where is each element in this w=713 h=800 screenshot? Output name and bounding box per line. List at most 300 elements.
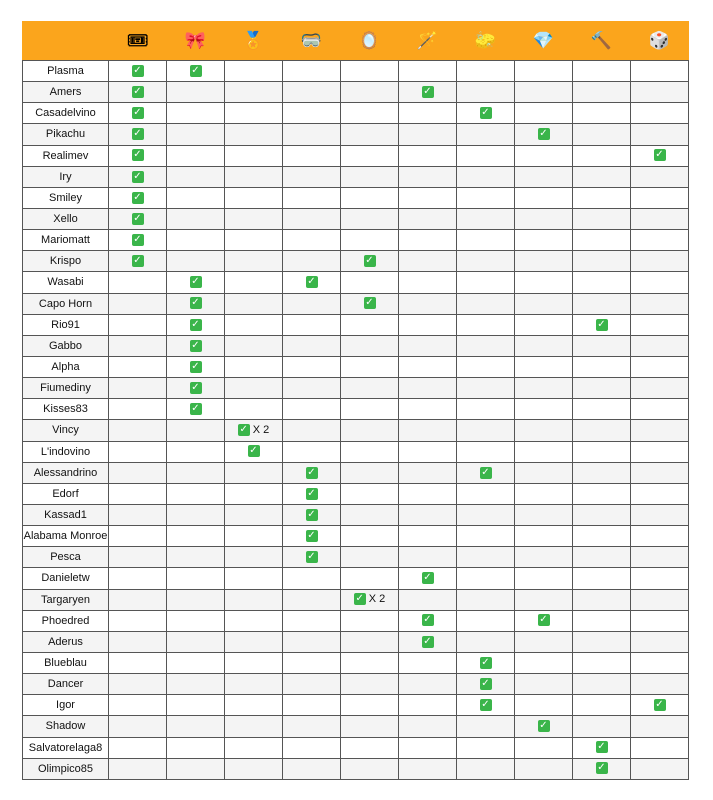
table-cell [515, 674, 573, 695]
table-cell [515, 251, 573, 272]
column-header-goggles [283, 22, 341, 61]
table-cell [341, 462, 399, 483]
table-cell [341, 103, 399, 124]
table-cell [399, 589, 457, 610]
table-cell [109, 610, 167, 631]
table-cell [457, 378, 515, 399]
table-row [23, 230, 689, 251]
table-cell [631, 716, 689, 737]
check-mark-icon: ✓ [191, 318, 200, 330]
table-cell [573, 230, 631, 251]
table-cell [283, 208, 341, 229]
table-cell [341, 483, 399, 504]
table-cell [341, 61, 399, 82]
table-cell [109, 314, 167, 335]
table-cell [573, 293, 631, 314]
table-cell [573, 568, 631, 589]
table-cell [225, 441, 283, 462]
table-cell [457, 610, 515, 631]
table-cell [283, 695, 341, 716]
player-name: Iry [23, 166, 109, 187]
check-mark-icon: ✓ [133, 255, 142, 267]
table-cell [457, 737, 515, 758]
player-name: Igor [23, 695, 109, 716]
player-name: Realimev [23, 145, 109, 166]
table-cell [283, 314, 341, 335]
table-row [23, 631, 689, 652]
table-cell [399, 568, 457, 589]
table-cell [225, 145, 283, 166]
table-cell [167, 695, 225, 716]
table-cell [631, 208, 689, 229]
table-cell [341, 208, 399, 229]
player-name: Gabbo [23, 335, 109, 356]
table-row [23, 293, 689, 314]
table-cell [631, 251, 689, 272]
table-row [23, 420, 689, 441]
table-cell [457, 441, 515, 462]
table-cell [341, 187, 399, 208]
check-mark-icon: ✓ [191, 297, 200, 309]
table-cell [283, 547, 341, 568]
table-cell [399, 103, 457, 124]
table-cell [457, 526, 515, 547]
table-cell [341, 568, 399, 589]
check-mark-icon: ✓ [249, 445, 258, 457]
table-cell [399, 441, 457, 462]
table-cell [341, 674, 399, 695]
table-cell [457, 547, 515, 568]
table-cell [225, 674, 283, 695]
table-cell [109, 568, 167, 589]
table-cell [167, 737, 225, 758]
table-cell [399, 462, 457, 483]
table-cell [167, 420, 225, 441]
table-cell [341, 145, 399, 166]
table-cell [573, 335, 631, 356]
table-cell [631, 378, 689, 399]
table-cell [631, 441, 689, 462]
player-name: Olimpico85 [23, 758, 109, 779]
table-cell [341, 758, 399, 779]
column-header-ticket [109, 22, 167, 61]
table-cell [167, 82, 225, 103]
table-cell [631, 526, 689, 547]
check-mark-icon: ✓ [597, 318, 606, 330]
awards-table [22, 21, 689, 780]
table-cell [283, 378, 341, 399]
column-header-bow-ribbon [167, 22, 225, 61]
table-cell [341, 399, 399, 420]
table-cell [457, 314, 515, 335]
column-header-hammer [573, 22, 631, 61]
awards-table-container [22, 21, 689, 780]
player-name: Pikachu [23, 124, 109, 145]
table-cell [109, 716, 167, 737]
table-cell [167, 758, 225, 779]
table-cell [457, 251, 515, 272]
column-header-medal [225, 22, 283, 61]
table-row [23, 208, 689, 229]
check-mark-icon: ✓ [191, 381, 200, 393]
check-mark-icon: ✓ [655, 699, 664, 711]
goggles-icon: 🥽 [300, 30, 323, 50]
table-cell [457, 230, 515, 251]
table-cell [283, 441, 341, 462]
table-cell [515, 61, 573, 82]
check-mark-icon: ✓ [307, 529, 316, 541]
table-cell [167, 314, 225, 335]
table-cell [515, 589, 573, 610]
player-name: Krispo [23, 251, 109, 272]
table-row [23, 716, 689, 737]
check-mark-icon: ✓ [133, 128, 142, 140]
table-cell [573, 504, 631, 525]
table-cell [109, 547, 167, 568]
table-cell [573, 462, 631, 483]
table-cell [109, 441, 167, 462]
table-cell [283, 187, 341, 208]
table-row [23, 272, 689, 293]
table-cell [399, 187, 457, 208]
table-cell [283, 737, 341, 758]
check-mark-icon: ✓ [191, 403, 200, 415]
table-cell [631, 589, 689, 610]
table-cell [515, 399, 573, 420]
table-cell [109, 230, 167, 251]
table-row [23, 378, 689, 399]
table-cell [457, 61, 515, 82]
table-cell [457, 335, 515, 356]
table-cell [341, 166, 399, 187]
table-cell [399, 652, 457, 673]
check-mark-icon: ✓ [423, 635, 432, 647]
check-mark-icon: ✓ [191, 339, 200, 351]
table-cell [457, 293, 515, 314]
table-cell [515, 695, 573, 716]
table-cell [109, 61, 167, 82]
table-cell [457, 103, 515, 124]
table-cell [283, 251, 341, 272]
table-cell [283, 145, 341, 166]
check-mark-icon: ✓ [307, 508, 316, 520]
table-cell [225, 335, 283, 356]
table-cell [631, 187, 689, 208]
table-cell [225, 737, 283, 758]
table-cell [515, 568, 573, 589]
table-cell [283, 356, 341, 377]
table-cell [457, 166, 515, 187]
table-cell [515, 716, 573, 737]
header-row [23, 22, 689, 61]
table-cell [457, 695, 515, 716]
table-cell [341, 230, 399, 251]
table-cell [167, 103, 225, 124]
table-cell [457, 674, 515, 695]
table-cell [109, 483, 167, 504]
table-cell [283, 230, 341, 251]
table-cell [167, 293, 225, 314]
table-cell [573, 103, 631, 124]
table-cell [341, 314, 399, 335]
table-cell [283, 526, 341, 547]
table-cell [109, 526, 167, 547]
table-cell [109, 208, 167, 229]
table-cell [167, 568, 225, 589]
table-cell [457, 272, 515, 293]
table-cell [399, 547, 457, 568]
table-cell [515, 124, 573, 145]
table-cell [341, 335, 399, 356]
table-cell [225, 589, 283, 610]
check-mark-icon: ✓ [307, 487, 316, 499]
table-cell [167, 251, 225, 272]
table-cell [167, 61, 225, 82]
table-cell [515, 547, 573, 568]
player-name: Danieletw [23, 568, 109, 589]
multiplier-label: X 2 [252, 424, 270, 437]
hammer-icon: 🔨 [590, 30, 613, 50]
table-cell [631, 504, 689, 525]
table-cell [399, 526, 457, 547]
magic-wand-icon: 🪄 [416, 30, 439, 50]
table-cell [631, 356, 689, 377]
player-name: Smiley [23, 187, 109, 208]
table-cell [341, 82, 399, 103]
table-cell [341, 695, 399, 716]
table-cell [167, 462, 225, 483]
table-cell [631, 610, 689, 631]
table-cell [167, 652, 225, 673]
check-mark-icon: ✓ [423, 85, 432, 97]
table-cell [225, 568, 283, 589]
table-cell [283, 610, 341, 631]
check-mark-icon: ✓ [133, 233, 142, 245]
table-cell [573, 314, 631, 335]
column-header-gem [515, 22, 573, 61]
table-cell [109, 589, 167, 610]
table-cell [109, 695, 167, 716]
player-name: Xello [23, 208, 109, 229]
table-cell [631, 230, 689, 251]
table-cell [109, 378, 167, 399]
check-mark-icon: ✓ [133, 149, 142, 161]
table-cell [225, 758, 283, 779]
table-cell [225, 293, 283, 314]
table-cell [631, 124, 689, 145]
table-cell [283, 652, 341, 673]
table-cell [399, 378, 457, 399]
player-name: Plasma [23, 61, 109, 82]
table-cell [283, 272, 341, 293]
table-cell [225, 61, 283, 82]
player-name: Pesca [23, 547, 109, 568]
table-cell [225, 124, 283, 145]
table-cell [399, 208, 457, 229]
check-mark-icon: ✓ [133, 85, 142, 97]
table-cell [573, 61, 631, 82]
check-mark-icon: ✓ [481, 677, 490, 689]
player-name: Mariomatt [23, 230, 109, 251]
table-cell [573, 272, 631, 293]
column-header-magic-wand [399, 22, 457, 61]
table-cell [631, 145, 689, 166]
table-cell [399, 737, 457, 758]
table-cell [225, 483, 283, 504]
player-name: Alessandrino [23, 462, 109, 483]
table-cell [225, 251, 283, 272]
sponge-icon: 🧽 [474, 30, 497, 50]
table-cell [515, 335, 573, 356]
table-cell [457, 399, 515, 420]
table-cell [631, 737, 689, 758]
table-row [23, 674, 689, 695]
table-cell [109, 356, 167, 377]
table-cell [283, 335, 341, 356]
table-cell [283, 589, 341, 610]
table-row [23, 441, 689, 462]
table-cell [283, 399, 341, 420]
table-cell [457, 145, 515, 166]
player-name: Wasabi [23, 272, 109, 293]
table-cell [225, 504, 283, 525]
table-cell [457, 504, 515, 525]
table-cell [631, 399, 689, 420]
bow-ribbon-icon: 🎀 [184, 30, 207, 50]
table-cell [283, 483, 341, 504]
table-cell [515, 293, 573, 314]
table-cell [631, 631, 689, 652]
player-name: Salvatorelaga8 [23, 737, 109, 758]
check-mark-icon: ✓ [481, 466, 490, 478]
table-cell [283, 82, 341, 103]
check-mark-icon: ✓ [307, 276, 316, 288]
table-cell [109, 166, 167, 187]
table-cell [573, 674, 631, 695]
dice-icon: 🎲 [648, 30, 671, 50]
table-cell [225, 547, 283, 568]
table-cell [109, 103, 167, 124]
table-cell [573, 610, 631, 631]
table-cell [109, 631, 167, 652]
table-cell [631, 568, 689, 589]
check-mark-icon: ✓ [597, 762, 606, 774]
ticket-icon: 🎟 [126, 30, 149, 50]
table-cell [225, 187, 283, 208]
table-cell [631, 293, 689, 314]
table-cell [399, 166, 457, 187]
table-cell [515, 758, 573, 779]
player-name: Amers [23, 82, 109, 103]
check-mark-icon: ✓ [365, 255, 374, 267]
table-cell [515, 103, 573, 124]
table-cell [167, 504, 225, 525]
table-cell [109, 652, 167, 673]
table-cell [109, 145, 167, 166]
table-cell [225, 610, 283, 631]
table-cell [631, 695, 689, 716]
player-name: Casadelvino [23, 103, 109, 124]
table-row [23, 82, 689, 103]
table-cell [515, 145, 573, 166]
player-name: Capo Horn [23, 293, 109, 314]
table-cell [573, 251, 631, 272]
table-cell [167, 272, 225, 293]
table-cell [167, 610, 225, 631]
table-cell [631, 483, 689, 504]
table-cell [167, 230, 225, 251]
table-cell [341, 652, 399, 673]
table-cell [225, 631, 283, 652]
table-cell [631, 758, 689, 779]
check-mark-icon: ✓ [423, 572, 432, 584]
table-row [23, 483, 689, 504]
table-cell [225, 272, 283, 293]
table-cell [457, 356, 515, 377]
table-cell [109, 335, 167, 356]
table-cell [225, 82, 283, 103]
table-cell [167, 526, 225, 547]
table-row [23, 61, 689, 82]
table-cell [225, 462, 283, 483]
check-mark-icon: ✓ [539, 614, 548, 626]
table-cell [573, 356, 631, 377]
table-cell [167, 483, 225, 504]
table-cell [573, 695, 631, 716]
table-cell [225, 230, 283, 251]
table-cell [167, 589, 225, 610]
header-corner [23, 22, 109, 61]
table-cell [515, 652, 573, 673]
table-cell [515, 378, 573, 399]
check-mark-icon: ✓ [481, 699, 490, 711]
table-cell [515, 526, 573, 547]
table-cell [515, 230, 573, 251]
table-cell [225, 716, 283, 737]
table-row [23, 124, 689, 145]
table-cell [399, 504, 457, 525]
table-cell [399, 758, 457, 779]
table-cell [341, 272, 399, 293]
table-cell [573, 378, 631, 399]
table-cell [631, 420, 689, 441]
table-cell [457, 420, 515, 441]
table-cell [109, 674, 167, 695]
table-cell [631, 166, 689, 187]
table-cell [573, 526, 631, 547]
table-cell [109, 187, 167, 208]
table-row [23, 166, 689, 187]
table-cell [225, 695, 283, 716]
table-cell [109, 737, 167, 758]
player-name: Edorf [23, 483, 109, 504]
table-cell [167, 124, 225, 145]
table-cell [631, 335, 689, 356]
check-mark-icon: ✓ [365, 297, 374, 309]
table-cell [225, 652, 283, 673]
table-cell [573, 737, 631, 758]
table-cell [341, 293, 399, 314]
table-cell [283, 124, 341, 145]
table-header [23, 22, 689, 61]
table-row [23, 145, 689, 166]
table-cell [457, 462, 515, 483]
table-cell [399, 82, 457, 103]
table-cell [631, 103, 689, 124]
table-row [23, 589, 689, 610]
table-cell [515, 166, 573, 187]
table-row [23, 399, 689, 420]
